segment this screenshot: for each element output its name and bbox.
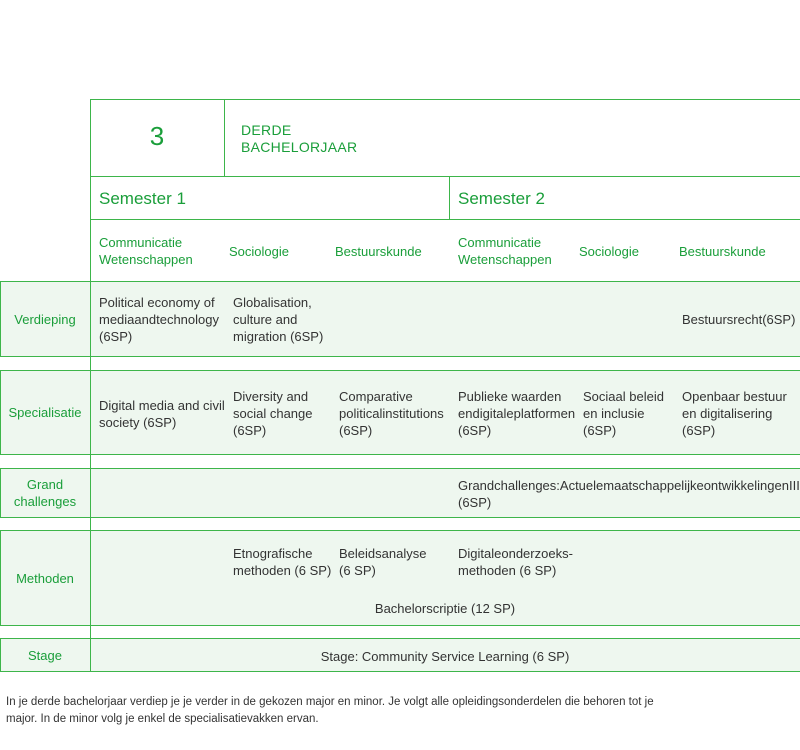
course-diversity (233, 388, 313, 439)
course-line: (6SP) (458, 423, 492, 438)
col-header-line: Wetenschappen (458, 252, 552, 267)
year-number: 3 (149, 121, 165, 151)
col-header-s2-sociologie: Sociologie (579, 244, 639, 259)
year-title-line2: BACHELORJAAR (241, 139, 358, 155)
course-line: society (6SP) (99, 415, 177, 430)
course-bachelorscriptie: Bachelorscriptie (12 SP) (374, 601, 516, 616)
course-line: Sociaal beleid (583, 389, 664, 404)
col-header-s2-communicatie (458, 234, 552, 268)
semester-row (90, 176, 800, 220)
col-header-line: Wetenschappen (99, 252, 193, 267)
course-line: (6SP) (339, 423, 373, 438)
course-line: methoden (6 SP) (233, 563, 332, 578)
footnote-line: major. In de minor volg je enkel de specialisatievakken ervan. (6, 713, 319, 725)
course-line: culture and (233, 312, 298, 327)
course-line: Etnografische (233, 546, 313, 561)
row-label-stage: Stage (28, 647, 62, 663)
row-label-verdieping: Verdieping (14, 311, 76, 327)
col-header-line: Communicatie (99, 235, 183, 250)
course-line: methoden (6 SP) (458, 563, 557, 578)
course-line: (6 SP) (339, 563, 376, 578)
course-line: (6SP) (233, 423, 267, 438)
band-spacer-1 (90, 455, 800, 469)
course-line: Grandchallenges:ActuelemaatschappelijkeontwikkelingenIII (458, 478, 800, 493)
course-digital-media (99, 397, 225, 431)
course-line: Comparative (339, 389, 413, 404)
year-title (241, 122, 357, 156)
footnote-line: In je derde bachelorjaar verdiep je je verder in de gekozen major en minor. Je volgt alle opleidingsonderdelen die behoren tot je (6, 696, 654, 708)
course-line: (6SP) (682, 423, 716, 438)
course-line: endigitaleplatformen (458, 406, 576, 421)
course-sociaal-beleid (583, 388, 664, 439)
semester-1-label: Semester 1 (99, 189, 186, 208)
year-title-line1: DERDE (241, 122, 292, 138)
course-grand-challenges (458, 477, 800, 511)
course-line: en inclusie (583, 406, 645, 421)
course-line: Globalisation, (233, 295, 312, 310)
course-line: Publieke waarden (458, 389, 562, 404)
course-openbaar-bestuur (682, 388, 787, 439)
course-line: Beleidsanalyse (339, 546, 427, 561)
row-label-line: Grand (26, 477, 64, 492)
footnote (6, 694, 706, 728)
course-line: migration (6SP) (233, 329, 324, 344)
course-comparative (339, 388, 444, 439)
col-header-s1-sociologie: Sociologie (229, 244, 289, 259)
course-line: mediaandtechnology (99, 312, 219, 327)
row-label-specialisatie: Specialisatie (8, 405, 82, 420)
course-line: politicalinstitutions (339, 406, 444, 421)
course-line: social change (233, 406, 313, 421)
row-label-methoden: Methoden (16, 570, 74, 586)
course-line: Digitaleonderzoeks- (458, 546, 573, 561)
course-bestuursrecht: Bestuursrecht(6SP) (682, 312, 796, 327)
course-line: (6SP) (458, 495, 492, 510)
course-line: (6SP) (99, 329, 133, 344)
header-divider (224, 99, 225, 177)
col-header-s2-bestuurskunde: Bestuurskunde (679, 244, 766, 259)
course-political-economy (99, 294, 219, 345)
course-line: Diversity and (233, 389, 309, 404)
course-line: en digitalisering (682, 406, 773, 421)
col-header-s1-communicatie (99, 234, 193, 268)
course-stage: Stage: Community Service Learning (6 SP) (320, 649, 570, 664)
course-digitale-onderzoeksmethoden (458, 545, 573, 579)
semester-2-label: Semester 2 (458, 189, 545, 208)
course-line: Digital media and civil (99, 398, 225, 413)
col-header-line: Communicatie (458, 235, 542, 250)
course-line: Openbaar bestuur (682, 389, 787, 404)
course-etnografische (233, 545, 331, 579)
col-header-s1-bestuurskunde: Bestuurskunde (335, 244, 422, 259)
course-beleidsanalyse (339, 545, 426, 579)
course-line: (6SP) (583, 423, 617, 438)
course-globalisation (233, 294, 323, 345)
semester-divider (449, 176, 450, 220)
row-label-grand-challenges (0, 468, 90, 518)
course-line: Political economy of (99, 295, 215, 310)
course-publieke-waarden (458, 388, 575, 439)
row-label-line: challenges (13, 494, 77, 509)
